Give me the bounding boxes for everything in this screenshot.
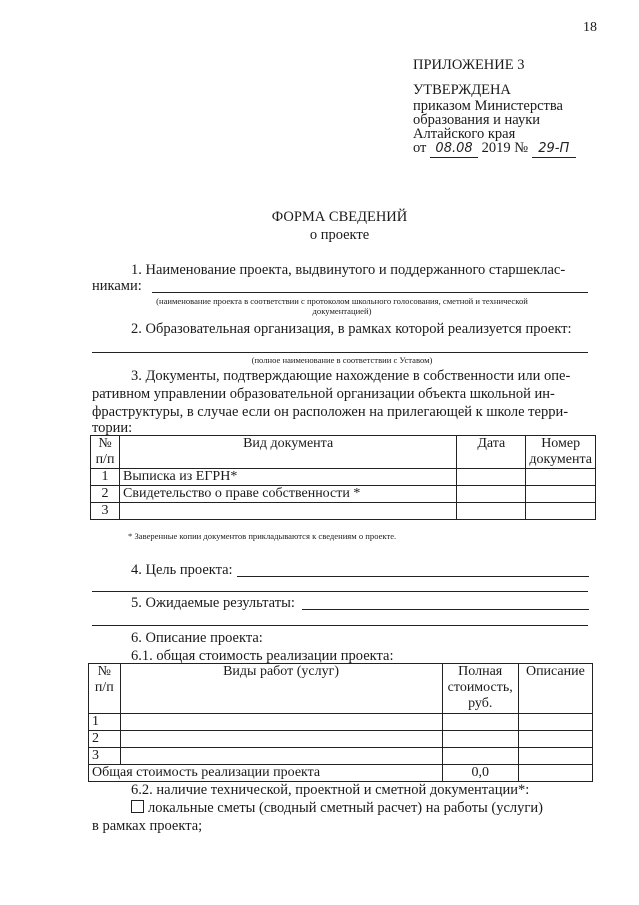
approval-year: 2019 [481,140,511,156]
expected-results-field-line-2[interactable] [92,625,588,626]
s1-note-1: (наименование проекта в соответствии с протоколом школьного голосования, сметной и технической [156,296,528,306]
total-label: Общая стоимость реализации проекта [89,765,443,782]
s1-line-1: 1. Наименование проекта, выдвинутого и поддержанного старшеклас- [131,262,566,278]
row-description-cell[interactable] [518,714,592,731]
estimate-checkbox-label-cont: в рамках проекта; [92,818,203,834]
row-date-cell[interactable] [457,469,526,486]
s3-line-4: тории: [92,420,133,436]
s4-label: 4. Цель проекта: [131,562,233,578]
row-num: 1 [89,714,121,731]
project-goal-field-line-2[interactable] [92,591,588,592]
header-cost-line1: Полная [458,664,503,679]
row-doc-type: Выписка из ЕГРН* [120,469,457,486]
header-num [91,436,120,469]
approval-line-3: Алтайского края [413,126,516,142]
row-num: 3 [89,748,121,765]
table-row [91,469,596,486]
row-works-cell[interactable] [120,714,442,731]
estimate-checkbox[interactable] [131,800,144,813]
estimate-checkbox-label: локальные сметы (сводный сметный расчет) на работы (услуги) [148,800,543,816]
header-date: Дата [457,436,526,469]
s2-note: (полное наименование в соответствии с Уставом) [251,355,433,365]
from-label: от [413,140,427,156]
total-value: 0,0 [442,765,518,782]
header-cost [442,664,518,714]
row-doc-type: Свидетельство о праве собственности * [120,486,457,503]
s3-line-2: ративном управлении образовательной организации объекта школьной ин- [92,386,555,402]
cost-table [88,663,593,782]
table-header-row [91,436,596,469]
table-header-row [89,664,593,714]
total-description-cell [518,765,592,782]
row-cost-cell[interactable] [442,748,518,765]
project-goal-field[interactable] [237,576,589,577]
header-cost-line3: руб. [468,696,493,711]
form-title: ФОРМА СВЕДЕНИЙ [271,209,408,225]
s61-label: 6.1. общая стоимость реализации проекта: [131,648,394,664]
approval-line-1: приказом Министерства [413,98,563,114]
footnote: * Заверенные копии документов прикладываются к сведениям о проекте. [128,531,397,541]
row-doc-type[interactable] [120,503,457,520]
row-num: 1 [91,469,120,486]
page-number: 18 [583,20,597,35]
total-row [89,765,593,782]
header-doc-type: Вид документа [120,436,457,469]
row-num: 2 [89,731,121,748]
s6-label: 6. Описание проекта: [131,630,263,646]
row-num: 3 [91,503,120,520]
documents-table [90,435,596,520]
number-sign: № [514,140,529,156]
row-cost-cell[interactable] [442,731,518,748]
s62-label: 6.2. наличие технической, проектной и сметной документации*: [131,782,530,798]
row-description-cell[interactable] [518,731,592,748]
row-works-cell[interactable] [120,748,442,765]
estimate-checkbox-item[interactable] [131,800,543,817]
table-row [89,714,593,731]
header-works: Виды работ (услуг) [120,664,442,714]
header-doc-number-line1: Номер [541,436,581,451]
handwritten-number: 29-П [532,140,576,158]
row-description-cell[interactable] [518,748,592,765]
s3-line-3: фраструктуры, в случае если он расположен на прилегающей к школе терри- [92,404,569,420]
header-doc-number [526,436,596,469]
row-date-cell[interactable] [457,486,526,503]
header-num-line2: п/п [95,452,115,467]
table-row [91,486,596,503]
approval-line-2: образования и науки [413,112,541,128]
form-subtitle: о проекте [309,227,370,243]
s1-note-2: документацией) [312,306,372,316]
table-row [91,503,596,520]
header-num-line1: № [98,436,112,451]
row-number-cell[interactable] [526,469,596,486]
row-date-cell[interactable] [457,503,526,520]
approval-date-line [413,140,576,158]
row-works-cell[interactable] [120,731,442,748]
header-num-line2: п/п [94,680,114,695]
organization-field [92,352,588,353]
expected-results-field[interactable] [302,609,589,610]
header-num [89,664,121,714]
s3-line-1: 3. Документы, подтверждающие нахождение в собственности или опе- [131,368,571,384]
handwritten-date: 08.08 [430,140,478,158]
project-name-field [152,292,588,293]
row-cost-cell[interactable] [442,714,518,731]
header-cost-line2: стоимость, [447,680,513,695]
header-description: Описание [518,664,592,714]
s2-text: 2. Образовательная организация, в рамках которой реализуется проект: [131,321,572,337]
approved-label: УТВЕРЖДЕНА [413,82,511,98]
table-row [89,731,593,748]
appendix-label: ПРИЛОЖЕНИЕ 3 [413,57,525,73]
table-row [89,748,593,765]
s5-label: 5. Ожидаемые результаты: [131,595,295,611]
s1-line-2: никами: [92,278,142,294]
row-number-cell[interactable] [526,486,596,503]
header-num-line1: № [97,664,111,679]
header-doc-number-line2: документа [529,452,592,467]
row-num: 2 [91,486,120,503]
row-number-cell[interactable] [526,503,596,520]
